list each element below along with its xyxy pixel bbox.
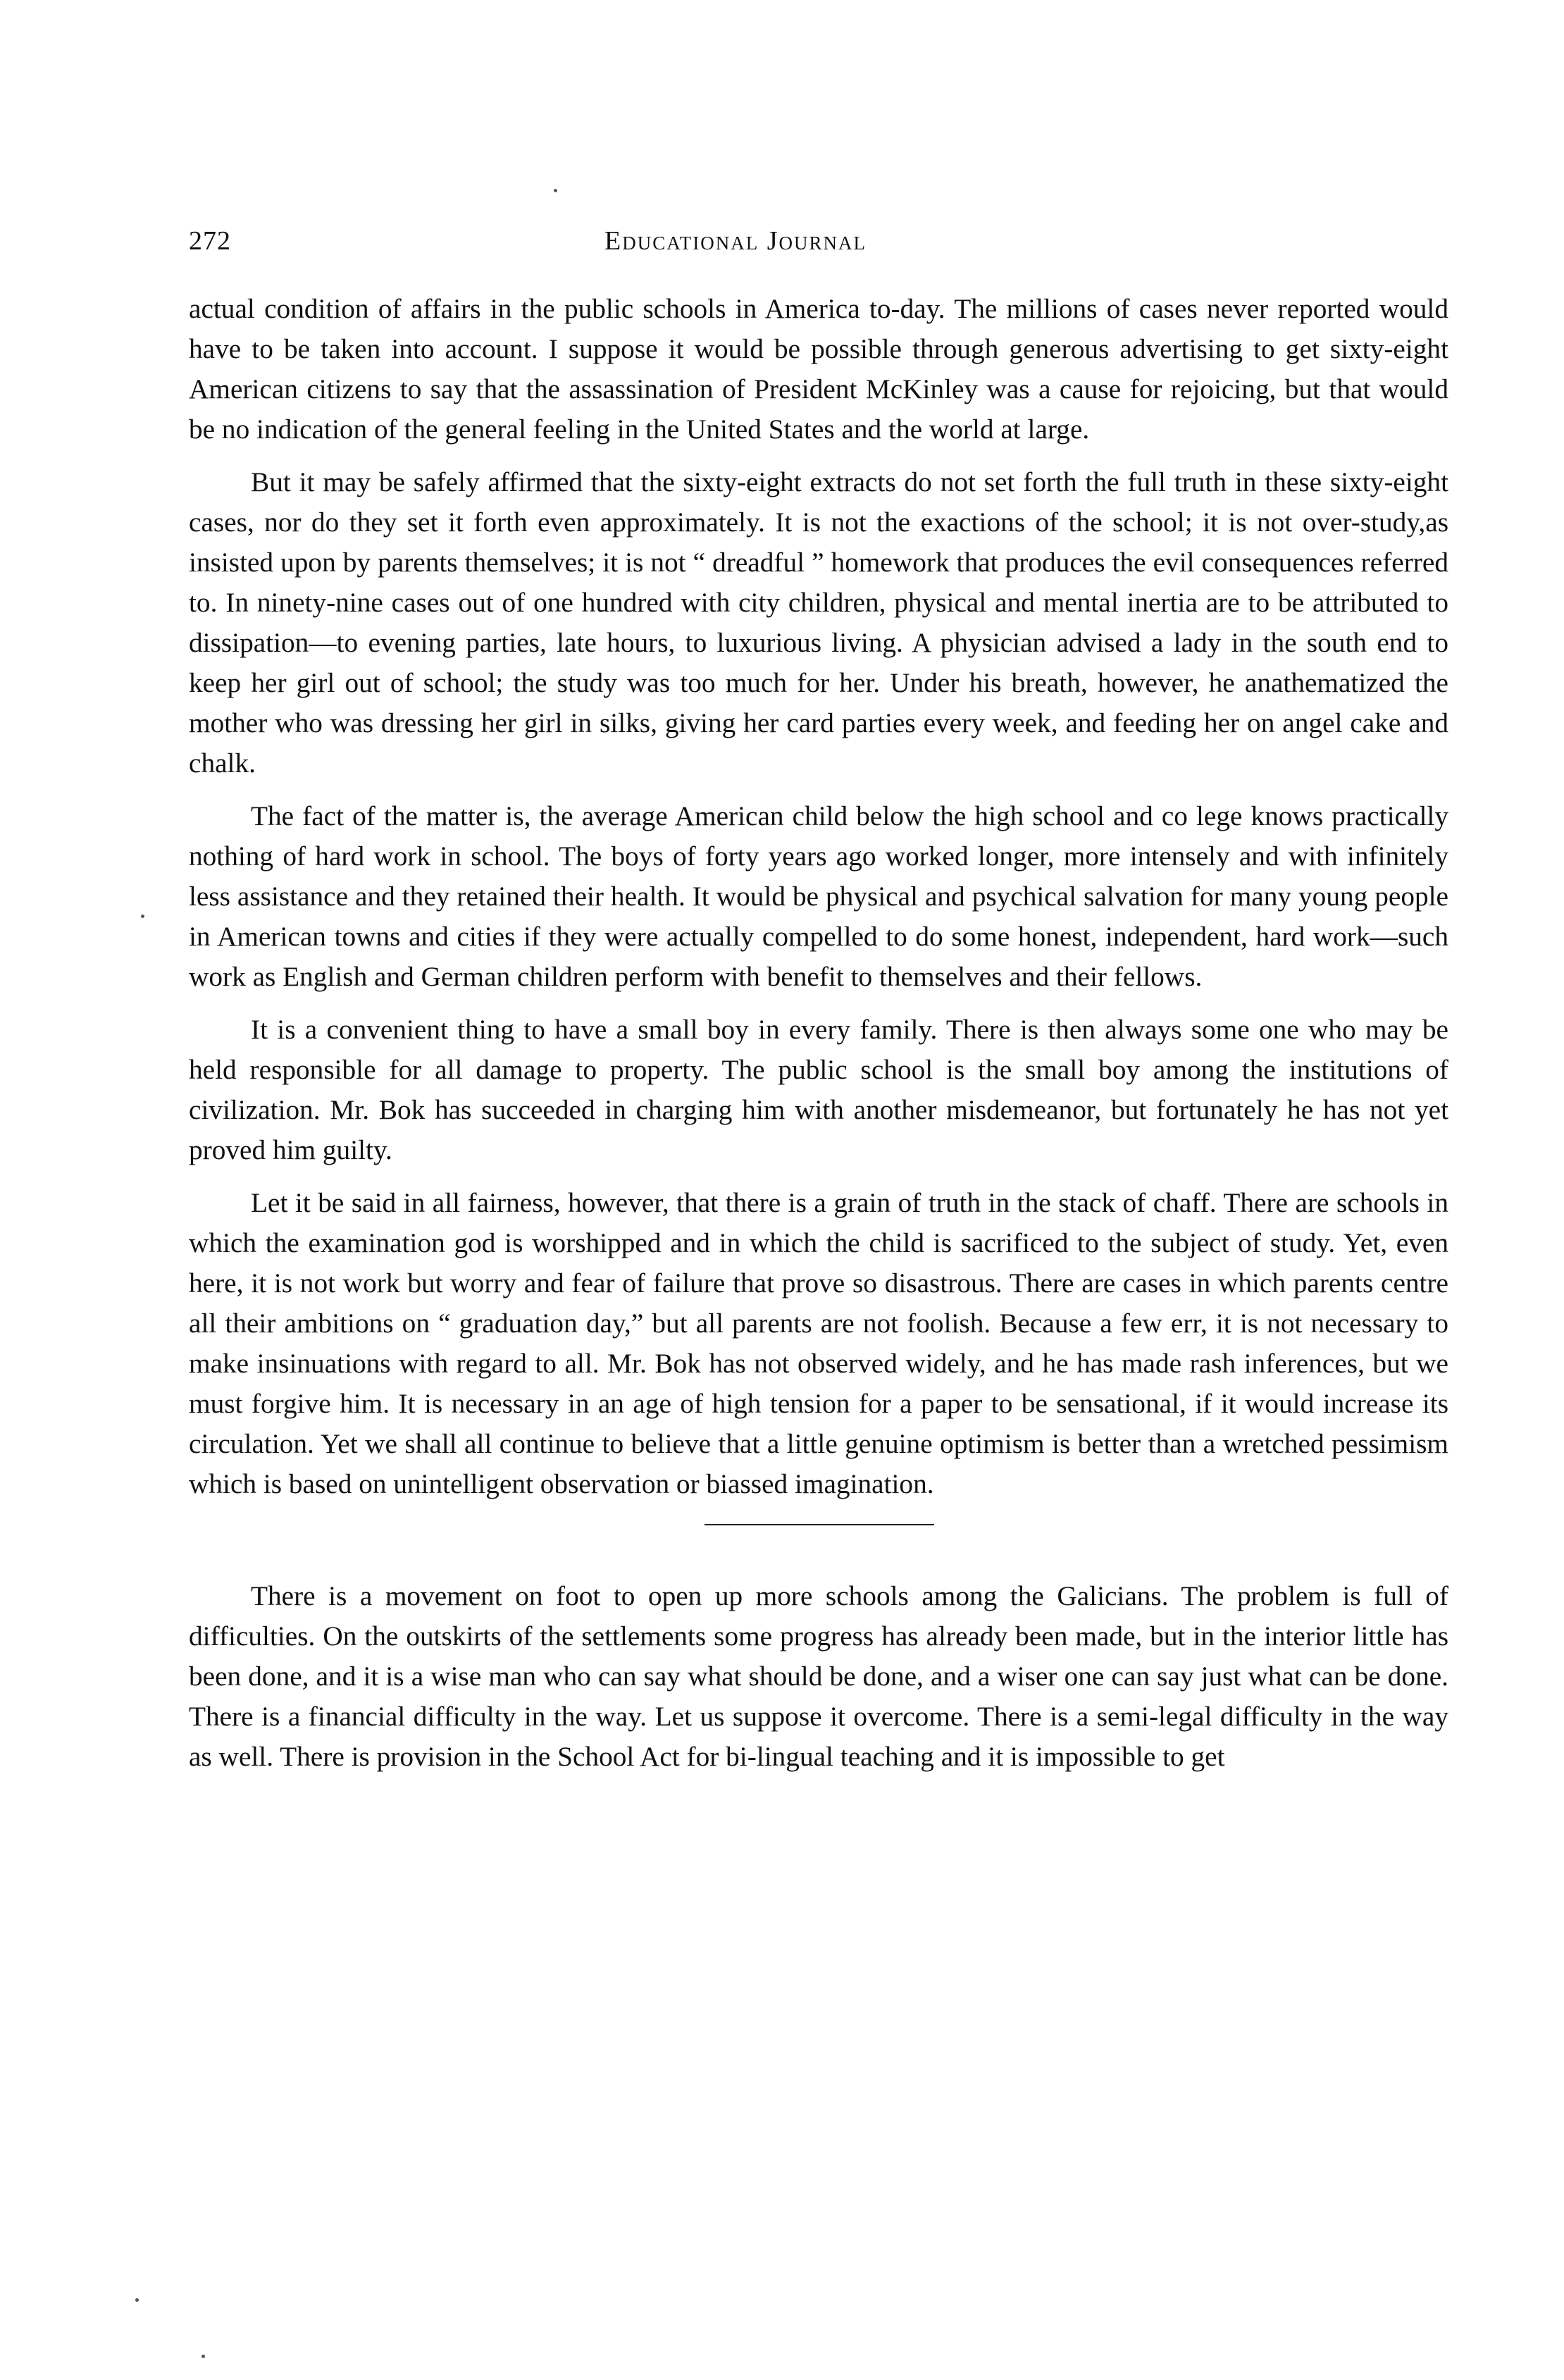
article-body — [189, 289, 1448, 1790]
running-title: Educational Journal — [604, 226, 867, 256]
paragraph: There is a movement on foot to open up more schools among the Galicians. The problem is full of difficulties. On the outskirts of the settlements some progress has already been made, but in the interior little has been done, and it is a wise man who can say what should be done, and a wiser one can say just what can be done. There is a financial difficulty in the way. Let us suppose it overcome. There is a semi-legal difficulty in the way as well. There is provision in the School Act for bi-lingual teaching and it is impossible to get — [189, 1580, 1448, 1772]
print-speck — [135, 2298, 139, 2302]
paragraph-continued: actual condition of affairs in the public schools in America to-day. The millions of cases never reported would have to be taken into account. I suppose it would be possible through generous advertising to get sixty-eight American citizens to say that the assassination of President McKinley was a cause for rejoicing, but that would be no indication of the general feeling in the United States and the world at large. — [189, 293, 1448, 445]
section-divider — [189, 1517, 1448, 1531]
print-speck — [554, 189, 557, 192]
page-number: 272 — [189, 226, 231, 256]
page-header — [189, 220, 1448, 262]
paragraph: But it may be safely affirmed that the sixty-eight extracts do not set forth the full truth in these sixty-eight cases, nor do they set it forth even approximately. It is not the exactions of the school; it is not over-study,as insisted upon by parents themselves; it is not “ dreadful ” homework that produces the evil consequences referred to. In ninety-nine cases out of one hundred with city children, physical and mental inertia are to be attributed to dissipation—to evening parties, late hours, to luxurious living. A physician advised a lady in the south end to keep her girl out of school; the study was too much for her. Under his breath, however, he anathematized the mother who was dressing her girl in silks, giving her card parties every week, and feeding her on angel cake and chalk. — [189, 466, 1448, 779]
print-speck — [141, 915, 144, 918]
paragraph: It is a convenient thing to have a small boy in every family. There is then always some one who may be held responsible for all damage to property. The public school is the small boy among the institutions of civilization. Mr. Bok has succeeded in charging him with another misdemeanor, but fortunately he has not yet proved him guilty. — [189, 1014, 1448, 1165]
print-speck — [201, 2355, 205, 2358]
paragraph: The fact of the matter is, the average American child below the high school and co lege knows practically nothing of hard work in school. The boys of forty years ago worked longer, more intensely and with infinitely less assistance and they retained their health. It would be physical and psychical salvation for many young people in American towns and cities if they were actually compelled to do some honest, independent, hard work—such work as English and German children perform with benefit to themselves and their fellows. — [189, 800, 1448, 992]
paragraph: Let it be said in all fairness, however, that there is a grain of truth in the stack of chaff. There are schools in which the examination god is worshipped and in which the child is sacrificed to the subject of study. Yet, even here, it is not work but worry and fear of failure that prove so disastrous. There are cases in which parents centre all their ambitions on “ graduation day,” but all parents are not foolish. Because a few err, it is not necessary to make insinuations with regard to all. Mr. Bok has not observed widely, and he has made rash inferences, but we must forgive him. It is necessary in an age of high tension for a paper to be sensational, if it would increase its circulation. Yet we shall all continue to believe that a little genuine optimism is better than a wretched pessimism which is based on unintelligent observation or biassed imagination. — [189, 1187, 1448, 1499]
